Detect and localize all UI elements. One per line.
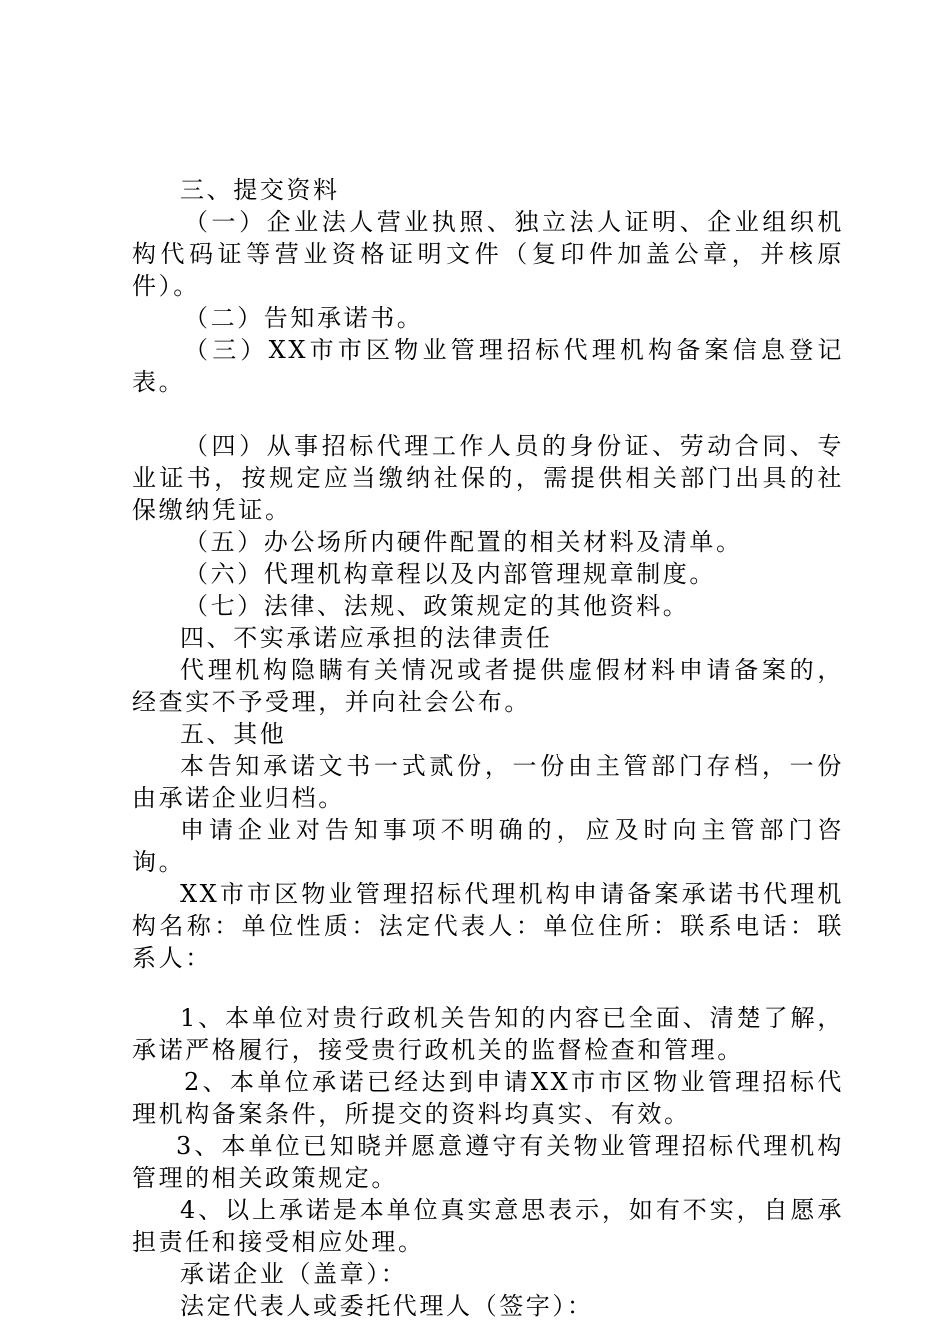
list-item-5: （五）办公场所内硬件配置的相关材料及清单。 — [184, 528, 743, 556]
signature-representative-line: 法定代表人或委托代理人（签字）： — [180, 1292, 594, 1320]
section-5-body-1: 本告知承诺文书一式贰份，一份由主管部门存档，一份由承诺企业归档。 — [132, 752, 844, 812]
section-3-heading: 三、提交资料 — [180, 176, 340, 204]
pledge-letter-title: XX市市区物业管理招标代理机构申请备案承诺书代理机构名称：单位性质：法定代表人：单位住所：联系电话：联系人： — [132, 880, 844, 972]
section-4-body: 代理机构隐瞒有关情况或者提供虚假材料申请备案的，经查实不予受理，并向社会公布。 — [132, 656, 844, 716]
spacer — [132, 398, 844, 430]
list-item-2: （二）告知承诺书。 — [184, 304, 424, 332]
section-5-heading: 五、其他 — [180, 720, 287, 748]
pledge-item-1: 1、本单位对贵行政机关告知的内容已全面、清楚了解，承诺严格履行，接受贵行政机关的监督检查和管理。 — [132, 1004, 844, 1064]
pledge-item-2: 2、本单位承诺已经达到申请XX市市区物业管理招标代理机构备案条件，所提交的资料均真实、有效。 — [132, 1068, 844, 1128]
document-body — [132, 174, 844, 1322]
section-5-body-2: 申请企业对告知事项不明确的，应及时向主管部门咨询。 — [132, 816, 844, 876]
signature-company-line: 承诺企业（盖章）： — [180, 1260, 408, 1288]
pledge-item-3: 3、本单位已知晓并愿意遵守有关物业管理招标代理机构管理的相关政策规定。 — [132, 1132, 844, 1192]
section-4-heading: 四、不实承诺应承担的法律责任 — [180, 624, 553, 652]
list-item-4: （四）从事招标代理工作人员的身份证、劳动合同、专业证书，按规定应当缴纳社保的，需提供相关部门出具的社保缴纳凭证。 — [132, 432, 844, 524]
spacer — [132, 974, 844, 1002]
list-item-3: （三）XX市市区物业管理招标代理机构备案信息登记表。 — [132, 336, 844, 396]
pledge-item-4: 4、以上承诺是本单位真实意思表示，如有不实，自愿承担责任和接受相应处理。 — [132, 1196, 844, 1256]
list-item-7: （七）法律、法规、政策规定的其他资料。 — [184, 592, 690, 620]
list-item-1: （一）企业法人营业执照、独立法人证明、企业组织机构代码证等营业资格证明文件（复印件加盖公章，并核原件）。 — [132, 208, 844, 300]
list-item-6: （六）代理机构章程以及内部管理规章制度。 — [184, 560, 716, 588]
